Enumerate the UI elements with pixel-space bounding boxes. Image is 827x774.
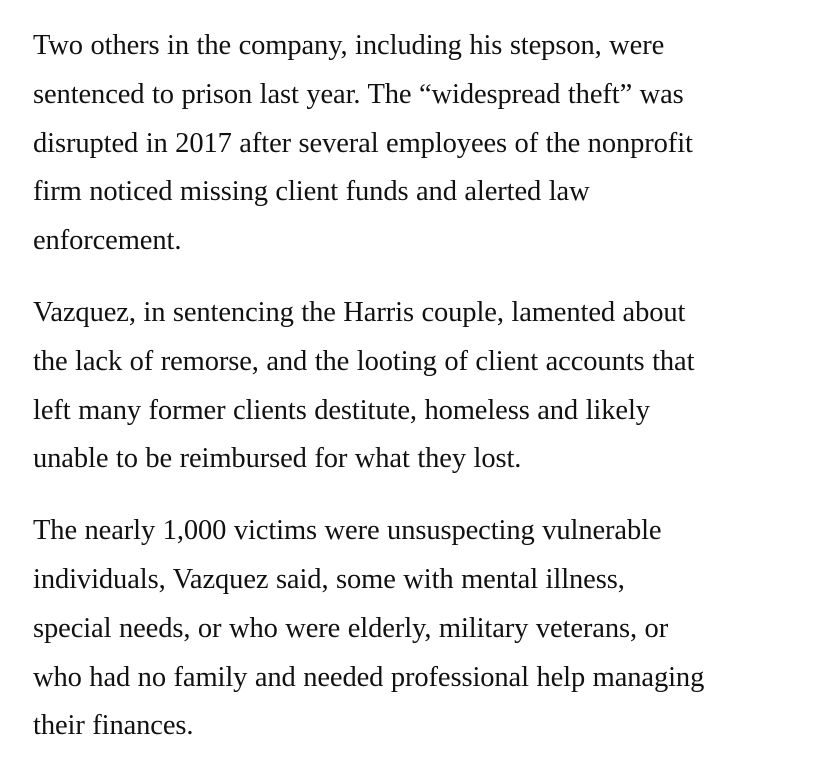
text-line: unable to be reimbursed for what they lost. bbox=[33, 443, 522, 475]
text-line: Two others in the company, including his stepson, were bbox=[33, 30, 665, 61]
text-line: firm noticed missing client funds and alerted law bbox=[33, 176, 590, 208]
paragraph-3 bbox=[33, 507, 813, 751]
text-line: special needs, or who were elderly, military veterans, or bbox=[33, 612, 669, 644]
text-line: disrupted in 2017 after several employees of the nonprofit bbox=[33, 127, 693, 159]
text-line: individuals, Vazquez said, some with mental illness, bbox=[33, 563, 625, 595]
text-line: who had no family and needed professional help managing bbox=[33, 661, 705, 693]
text-line: left many former clients destitute, homeless and likely bbox=[33, 394, 650, 426]
text-line: enforcement. bbox=[33, 225, 182, 257]
paragraph-1 bbox=[33, 22, 813, 266]
paragraph-2 bbox=[33, 289, 813, 484]
text-line: sentenced to prison last year. The “widespread theft” was bbox=[33, 78, 684, 110]
text-line: The nearly 1,000 victims were unsuspecting vulnerable bbox=[33, 515, 662, 547]
text-line: their finances. bbox=[33, 710, 194, 742]
article-body bbox=[33, 22, 813, 774]
text-line: Vazquez, in sentencing the Harris couple, lamented about bbox=[33, 296, 686, 328]
text-line: the lack of remorse, and the looting of client accounts that bbox=[33, 345, 695, 377]
